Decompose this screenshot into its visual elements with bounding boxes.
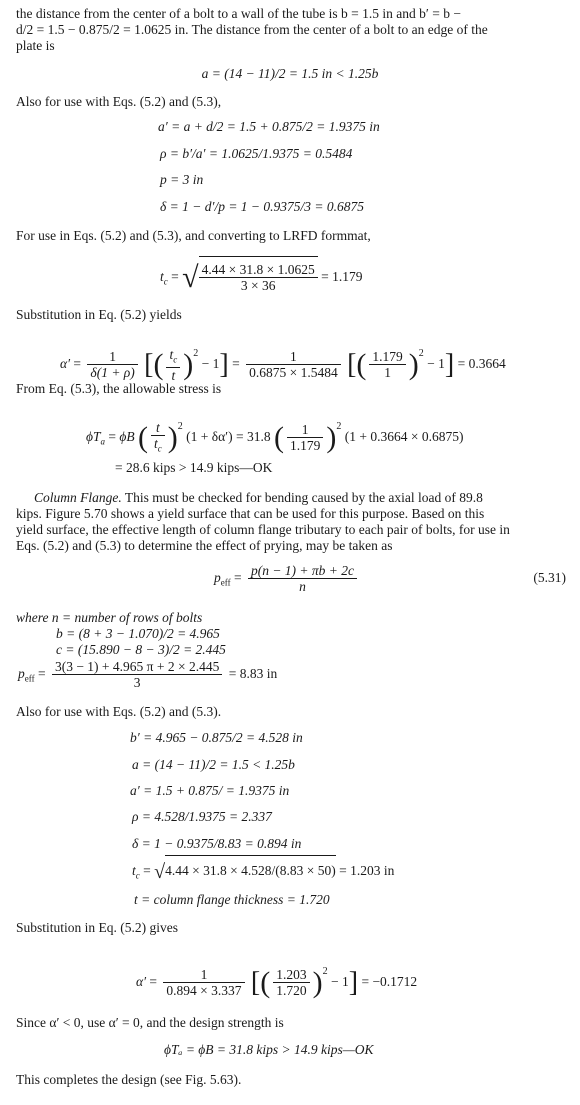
equation-t: t = column flange thickness = 1.720: [134, 892, 330, 907]
text-line: Also for use with Eqs. (5.2) and (5.3).: [16, 704, 222, 719]
equation-p: p = 3 in: [160, 172, 204, 187]
text-line: Column Flange. This must be checked for bending caused by the axial load of 89.8: [34, 490, 483, 505]
equation-a-prime: a′ = 1.5 + 0.875/ = 1.9375 in: [130, 783, 290, 798]
equation-5-31: $p_{eff}$ = $\frac{p(n - 1) + \pi b + 2c}{n}$: [214, 558, 360, 603]
equation-delta: δ = 1 − 0.9375/8.83 = 0.894 in: [132, 836, 302, 851]
text-line: yield surface, the effective length of column flange tributary to each pair of bolts, for use in: [16, 522, 510, 537]
where-c: c = (15.890 − 8 − 3)/2 = 2.445: [56, 642, 226, 657]
text-line: Substitution in Eq. (5.2) gives: [16, 920, 178, 935]
equation-delta: δ = 1 − d′/p = 1 − 0.9375/3 = 0.6875: [160, 199, 365, 214]
where-n: where n = number of rows of bolts: [16, 610, 203, 625]
text-line: Substitution in Eq. (5.2) yields: [16, 307, 182, 322]
equation-number: (5.31): [533, 570, 566, 585]
equation-allowable-stress: $\phi T_a = \phi B$ ( $\frac{t}{t_c}$ )$^2$ (1 + δα′) = 31.8 ( $\frac{1}{1.179}$ )$^2$ (1 + 0.3664 × 0.6875): [86, 419, 464, 454]
equation-design-strength: ϕTₐ = ϕB = 31.8 kips > 14.9 kips—OK: [164, 1042, 374, 1057]
text-line: Since α′ < 0, use α′ = 0, and the design strength is: [16, 1015, 284, 1030]
text-line: From Eq. (5.3), the allowable stress is: [16, 381, 222, 396]
equation-rho: ρ = b′/a′ = 1.0625/1.9375 = 0.5484: [160, 146, 353, 161]
equation-rho: ρ = 4.528/1.9375 = 2.337: [132, 809, 272, 824]
where-b: b = (8 + 3 − 1.070)/2 = 4.965: [56, 626, 220, 641]
equation-result: = 28.6 kips > 14.9 kips—OK: [115, 460, 273, 475]
equation-a-prime: a′ = a + d/2 = 1.5 + 0.875/2 = 1.9375 in: [158, 119, 380, 134]
section-heading: Column Flange.: [34, 490, 122, 505]
text-line: This completes the design (see Fig. 5.63).: [16, 1072, 242, 1087]
text-line: the distance from the center of a bolt to a wall of the tube is b = 1.5 in and b′ = b −: [16, 6, 461, 21]
text-line: kips. Figure 5.70 shows a yield surface that can be used for this purpose. Based on this: [16, 506, 485, 521]
text-line: Eqs. (5.2) and (5.3) to determine the effect of prying, may be taken as: [16, 538, 393, 553]
equation-alpha-prime: α′ = $\frac{1}{0.894 \times 3.337}$ [( $\frac{1.203}{1.720}$ )$^2$ − 1] = −0.1712: [136, 965, 418, 999]
equation-peff: $p_{eff}$ = $\frac{3(3 - 1) + 4.965 \pi + 2 \times 2.445}{3}$ = 8.83 in: [18, 659, 278, 691]
text-line: plate is: [16, 38, 55, 53]
text-line: Also for use with Eqs. (5.2) and (5.3),: [16, 94, 222, 109]
text-line: For use in Eqs. (5.2) and (5.3), and converting to LRFD formmat,: [16, 228, 371, 243]
equation-alpha-prime: α′ = $\frac{1}{\delta(1 + \rho)}$ [( $\frac{t_c}{t}$ )$^2$ − 1] = $\frac{1}{0.6875 \times 1.5484}$ [( $\frac{1.179}{1}$ )$^2$ − 1] = 0.3664: [60, 346, 506, 384]
equation-a: a = (14 − 11)/2 = 1.5 < 1.25b: [132, 757, 295, 772]
equation-tc: $t_c$ = √ $\frac{4.44 \times 31.8 \times 1.0625}{3 \times 36}$ = 1.179: [160, 256, 362, 302]
equation-b-prime: b′ = 4.965 − 0.875/2 = 4.528 in: [130, 730, 303, 745]
text-line: d/2 = 1.5 − 0.875/2 = 1.0625 in. The distance from the center of a bolt to an edge of the: [16, 22, 488, 37]
equation-tc: $t_c = √4.44 \times 31.8 \times 4.528/(8.83 \times 50) = 1.203$ in: [132, 855, 394, 891]
equation-a: a = (14 − 11)/2 = 1.5 in < 1.25b: [201, 66, 379, 81]
